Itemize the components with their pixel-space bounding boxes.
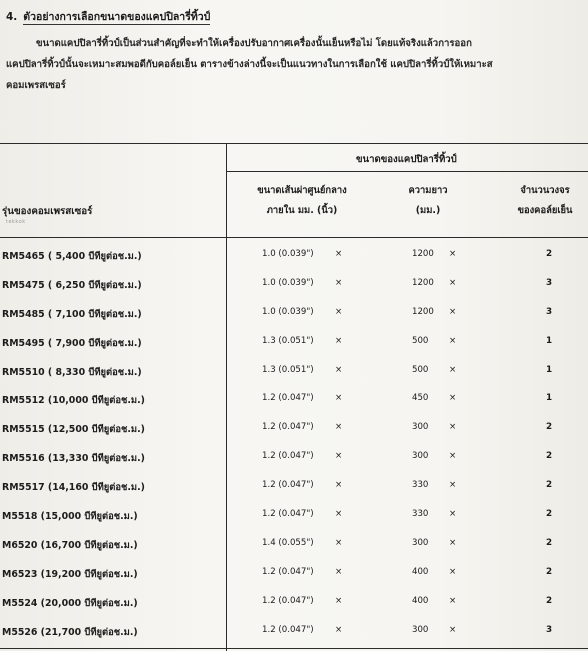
table-row (0, 357, 588, 386)
section-heading (6, 8, 210, 25)
circuit-count-cell: 1 (546, 393, 553, 404)
compressor-model-cell: RM5495 ( 7,900 บีทียูต่อช.ม.) (2, 337, 142, 349)
length-cell: 1200 (412, 277, 434, 288)
length-cell: 1200 (412, 306, 434, 317)
multiply-sign: × (335, 566, 343, 577)
length-cell: 330 (412, 480, 429, 491)
diameter-cell: 1.2 (0.047") (262, 393, 314, 404)
multiply-sign: × (335, 422, 343, 433)
header-line: ขนาดเส้นผ่าศูนย์กลาง (257, 185, 347, 196)
section-title: ตัวอย่างการเลือกขนาดของแคปปิลารี่ทิ้วป์ (23, 11, 211, 23)
table-row (0, 414, 588, 443)
diameter-cell: 1.2 (0.047") (262, 624, 314, 635)
header-line: (มม.) (415, 205, 441, 216)
diameter-cell: 1.2 (0.047") (262, 509, 314, 520)
multiply-sign: × (335, 335, 343, 346)
table-row (0, 530, 588, 559)
length-cell: 500 (412, 364, 429, 375)
compressor-model-cell: M6523 (19,200 บีทียูต่อช.ม.) (2, 568, 138, 580)
circuit-count-cell: 2 (546, 480, 553, 491)
table-row (0, 270, 588, 299)
paragraph-line: คอมเพรสเซอร์ (6, 80, 66, 91)
table-row (0, 559, 588, 588)
length-cell: 450 (412, 393, 429, 404)
compressor-model-cell: RM5485 ( 7,100 บีทียูต่อช.ม.) (2, 308, 142, 320)
capillary-table (0, 143, 588, 651)
diameter-cell: 1.0 (0.039") (262, 249, 314, 259)
table-group-rule (227, 171, 588, 172)
model-column-header: รุ่นของคอมเพรสเซอร์ (2, 206, 93, 217)
multiply-sign: × (335, 364, 343, 375)
table-bottom-rule (0, 648, 588, 649)
table-row (0, 328, 588, 357)
circuit-count-cell: 3 (546, 306, 553, 317)
multiply-sign: × (449, 451, 457, 462)
multiply-sign: × (449, 249, 457, 259)
multiply-sign: × (335, 249, 343, 259)
diameter-column-header (242, 181, 362, 221)
table-body (0, 241, 588, 645)
section-number: 4. (6, 11, 18, 23)
circuit-count-cell: 2 (546, 422, 553, 433)
circuit-count-cell: 2 (546, 566, 553, 577)
header-line: ของคอล์ยเย็น (517, 205, 573, 216)
circuit-count-cell: 2 (546, 537, 553, 548)
header-small-mark: tekkok (6, 219, 26, 225)
paragraph-line: ขนาดแคปปิลารี่ทิ้วป์เป็นส่วนสำคัญที่จะทำให้เครื่องปรับอากาศเครื่องนั้นเย็นหรือไม่ โดยแท้จริงแล้วการออก (36, 38, 472, 49)
compressor-model-cell: RM5465 ( 5,400 บีทียูต่อช.ม.) (2, 251, 142, 262)
paragraph-line: แคปปิลารี่ทิ้วป์นั้นจะเหมาะสมพอดีกับคอล์ยเย็น ตารางข้างล่างนี้จะเป็นแนวทางในการเลือกใช้ แคปปิลารี่ทิ้วป์ให้เหมาะส (6, 59, 493, 70)
table-row (0, 443, 588, 472)
circuit-count-cell: 2 (546, 249, 553, 259)
table-row (0, 588, 588, 617)
diameter-cell: 1.4 (0.055") (262, 537, 314, 548)
multiply-sign: × (335, 537, 343, 548)
circuit-count-cell: 2 (546, 595, 553, 606)
diameter-cell: 1.0 (0.039") (262, 306, 314, 317)
multiply-sign: × (449, 364, 457, 375)
length-cell: 300 (412, 451, 429, 462)
table-row (0, 241, 588, 270)
length-cell: 300 (412, 422, 429, 433)
circuit-count-column-header (500, 181, 588, 221)
multiply-sign: × (449, 566, 457, 577)
compressor-model-cell: RM5475 ( 6,250 บีทียูต่อช.ม.) (2, 279, 142, 291)
multiply-sign: × (449, 480, 457, 491)
length-cell: 300 (412, 624, 429, 635)
length-cell: 330 (412, 509, 429, 520)
diameter-cell: 1.3 (0.051") (262, 335, 314, 346)
diameter-cell: 1.3 (0.051") (262, 364, 314, 375)
multiply-sign: × (335, 595, 343, 606)
length-cell: 400 (412, 595, 429, 606)
circuit-count-cell: 2 (546, 509, 553, 520)
table-row (0, 472, 588, 501)
multiply-sign: × (449, 422, 457, 433)
group-header: ขนาดของแคปปิลารี่ทิ้วป์ (356, 154, 457, 165)
table-top-rule (0, 143, 588, 144)
compressor-model-cell: RM5517 (14,160 บีทียูต่อช.ม.) (2, 482, 145, 494)
diameter-cell: 1.2 (0.047") (262, 480, 314, 491)
multiply-sign: × (335, 480, 343, 491)
diameter-cell: 1.0 (0.039") (262, 277, 314, 288)
diameter-cell: 1.2 (0.047") (262, 451, 314, 462)
circuit-count-cell: 1 (546, 335, 553, 346)
table-row (0, 385, 588, 414)
table-row (0, 299, 588, 328)
multiply-sign: × (335, 509, 343, 520)
compressor-model-cell: M5524 (20,000 บีทียูต่อช.ม.) (2, 597, 138, 609)
circuit-count-cell: 3 (546, 277, 553, 288)
table-header-rule (0, 237, 588, 238)
diameter-cell: 1.2 (0.047") (262, 422, 314, 433)
multiply-sign: × (449, 537, 457, 548)
compressor-model-cell: RM5512 (10,000 บีทียูต่อช.ม.) (2, 395, 145, 407)
diameter-cell: 1.2 (0.047") (262, 595, 314, 606)
circuit-count-cell: 1 (546, 364, 553, 375)
multiply-sign: × (449, 277, 457, 288)
multiply-sign: × (449, 306, 457, 317)
diameter-cell: 1.2 (0.047") (262, 566, 314, 577)
compressor-model-cell: RM5516 (13,330 บีทียูต่อช.ม.) (2, 453, 145, 465)
compressor-model-cell: RM5510 ( 8,330 บีทียูต่อช.ม.) (2, 366, 142, 378)
header-line: ภายใน มม. (นิ้ว) (266, 205, 338, 216)
multiply-sign: × (449, 509, 457, 520)
length-cell: 400 (412, 566, 429, 577)
circuit-count-cell: 2 (546, 451, 553, 462)
multiply-sign: × (335, 306, 343, 317)
multiply-sign: × (449, 335, 457, 346)
multiply-sign: × (335, 451, 343, 462)
compressor-model-cell: M5526 (21,700 บีทียูต่อช.ม.) (2, 626, 138, 638)
length-column-header (396, 181, 460, 221)
compressor-model-cell: M5518 (15,000 บีทียูต่อช.ม.) (2, 511, 138, 523)
compressor-model-cell: M6520 (16,700 บีทียูต่อช.ม.) (2, 539, 138, 551)
table-row (0, 617, 588, 646)
multiply-sign: × (335, 277, 343, 288)
circuit-count-cell: 3 (546, 624, 553, 635)
table-row (0, 501, 588, 530)
length-cell: 500 (412, 335, 429, 346)
multiply-sign: × (335, 393, 343, 404)
multiply-sign: × (449, 624, 457, 635)
multiply-sign: × (449, 393, 457, 404)
compressor-model-cell: RM5515 (12,500 บีทียูต่อช.ม.) (2, 424, 145, 436)
intro-paragraph (6, 33, 588, 96)
header-line: ความยาว (408, 185, 448, 196)
length-cell: 300 (412, 537, 429, 548)
header-line: จำนวนวงจร (520, 185, 570, 196)
multiply-sign: × (335, 624, 343, 635)
multiply-sign: × (449, 595, 457, 606)
length-cell: 1200 (412, 249, 434, 259)
